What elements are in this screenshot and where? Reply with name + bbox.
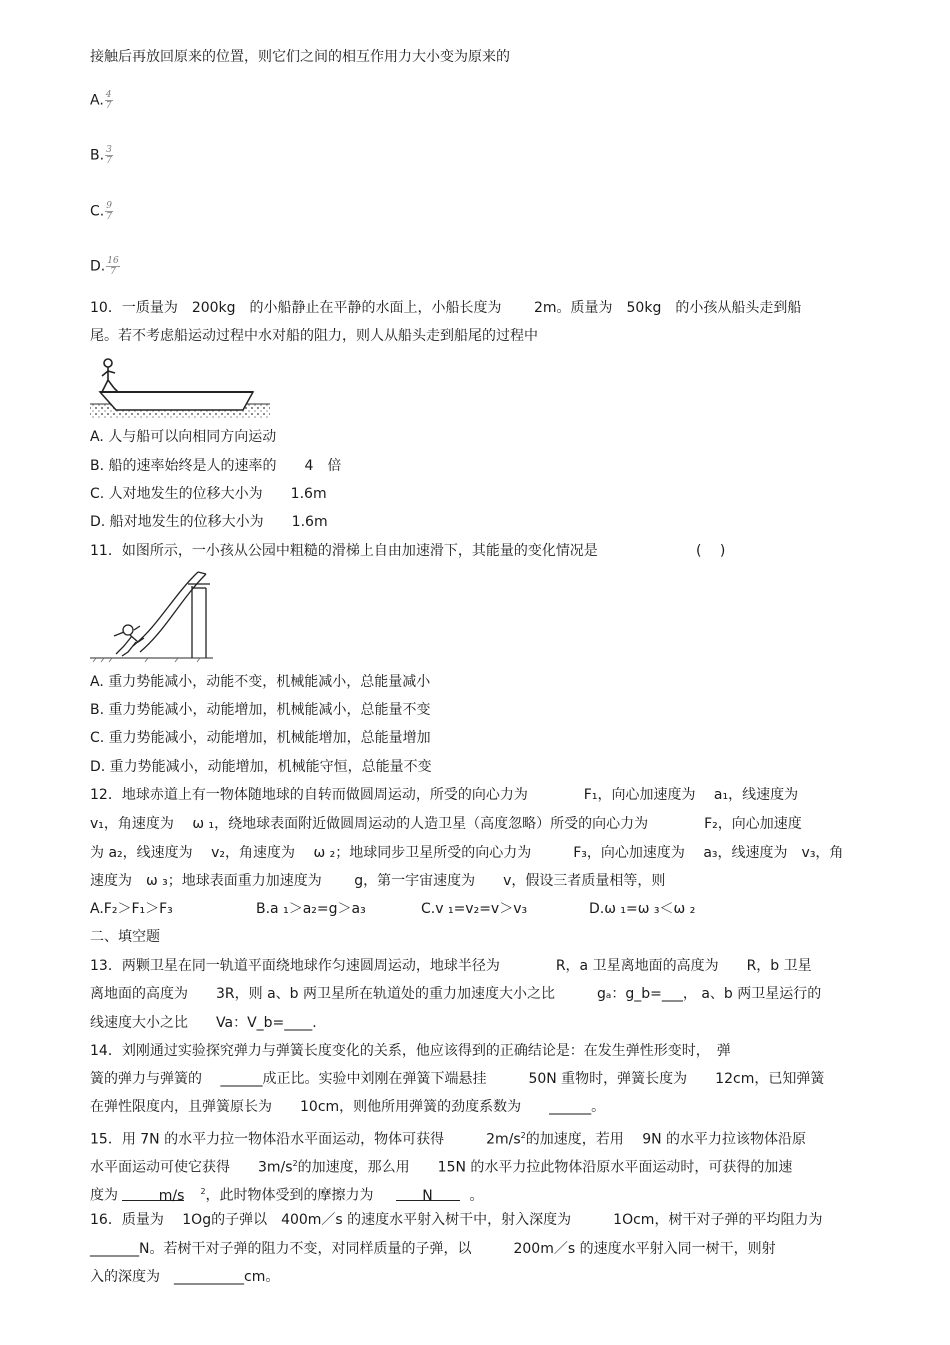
- fraction: $\frac{4}{7}$: [105, 90, 112, 111]
- q12-stem-line4: 速度为 ω ₃；地球表面重力加速度为 g，第一宇宙速度为 v，假设三者质量相等，则: [90, 873, 666, 889]
- section-heading-fill-blank: 二、填空题: [90, 929, 160, 945]
- q9-option-b: B. $\frac{3}{7}$: [90, 145, 112, 166]
- fraction: $\frac{9}{7}$: [106, 201, 112, 222]
- q11-stem: 11．如图所示，一小孩从公园中粗糙的滑梯上自由加速滑下，其能量的变化情况是: [90, 543, 598, 559]
- q12-stem-line1: 12．地球赤道上有一物体随地球的自转而做圆周运动，所受的向心力为 F₁，向心加速度为 a₁，线速度为: [90, 787, 799, 803]
- q13-stem-line1: 13．两颗卫星在同一轨道平面绕地球作匀速圆周运动，地球半径为 R，a 卫星离地面的高度为 R，b 卫星: [90, 958, 812, 974]
- q12-option-a: A.F₂＞F₁＞F₃: [90, 901, 173, 917]
- q15-stem-line2: 水平面运动可使它获得 $3m/s^2$的加速度，那么用 15N 的水平力拉此物体沿原水平面运动时，可获得的加速: [90, 1159, 793, 1176]
- q13-stem-line3: 线速度大小之比 Va：V_b=____.: [90, 1015, 317, 1031]
- q16-stem-line1: 16．质量为 1Og的子弹以 400m／s 的速度水平射入树干中，射入深度为 1Ocm，树干对子弹的平均阻力为: [90, 1212, 823, 1228]
- fraction: $\frac{16}{7}$: [107, 256, 119, 277]
- q16-stem-line3: 入的深度为 __________cm。: [90, 1269, 280, 1285]
- boat-hull: [100, 392, 253, 410]
- q10-option-c: C. 人对地发生的位移大小为 1.6m: [90, 486, 327, 502]
- q11-option-d: D. 重力势能减小，动能增加，机械能守恒，总能量不变: [90, 759, 432, 775]
- q10-option-a: A. 人与船可以向相同方向运动: [90, 429, 277, 445]
- q13-stem-line2: 离地面的高度为 3R，则 a、b 两卫星所在轨道处的重力加速度大小之比 gₐ：g_b=___， a、b 两卫星运行的: [90, 986, 822, 1002]
- q9-option-c: C. $\frac{9}{7}$: [90, 201, 112, 222]
- q14-stem-line2: 簧的弹力与弹簧的 ______成正比。实验中刘刚在弹簧下端悬挂 50N 重物时，弹簧长度为 12cm，已知弹簧: [90, 1071, 825, 1087]
- boat-figure: [88, 352, 273, 422]
- slide-figure: [88, 566, 218, 666]
- q9-continuation: 接触后再放回原来的位置，则它们之间的相互作用力大小变为原来的: [90, 49, 510, 65]
- fraction: $\frac{3}{7}$: [106, 145, 112, 166]
- q14-stem-line1: 14．刘刚通过实验探究弹力与弹簧长度变化的关系，他应该得到的正确结论是：在发生弹性形变时， 弹: [90, 1043, 731, 1059]
- q10-stem-line1: 10．一质量为 200kg 的小船静止在平静的水面上，小船长度为 2m。质量为 50kg 的小孩从船头走到船: [90, 300, 802, 316]
- q16-stem-line2: _______N。若树干对子弹的阻力不变，对同样质量的子弹，以 200m／s 的速度水平射入同一树干，则射: [90, 1241, 776, 1257]
- q11-option-b: B. 重力势能减小，动能增加，机械能减小，总能量不变: [90, 702, 431, 718]
- q12-stem-line3: 为 a₂，线速度为 v₂，角速度为 ω ₂；地球同步卫星所受的向心力为 F₃，向心加速度为 a₃，线速度为 v₃，角: [90, 845, 844, 861]
- q14-stem-line3: 在弹性限度内，且弹簧原长为 10cm，则他所用弹簧的劲度系数为 ______。: [90, 1099, 606, 1115]
- q11-answer-paren: ( ): [696, 543, 726, 559]
- q15-stem-line3: 度为 m/s $^2$，此时物体受到的摩擦力为 N 。: [90, 1187, 484, 1204]
- q11-option-a: A. 重力势能减小，动能不变，机械能减小，总能量减小: [90, 674, 431, 690]
- q12-option-d: D.ω ₁=ω ₃＜ω ₂: [589, 901, 696, 917]
- child-figure: [102, 359, 118, 392]
- q9-option-d: D. $\frac{16}{7}$: [90, 256, 119, 277]
- q12-option-c: C.v ₁=v₂=v＞v₃: [421, 901, 528, 917]
- q15-blank-acceleration[interactable]: m/s: [122, 1186, 184, 1201]
- q12-stem-line2: v₁，角速度为 ω ₁，绕地球表面附近做圆周运动的人造卫星（高度忽略）所受的向心力为 F₂，向心加速度: [90, 816, 802, 832]
- q11-option-c: C. 重力势能减小，动能增加，机械能增加，总能量增加: [90, 730, 431, 746]
- q10-option-b: B. 船的速率始终是人的速率的 4 倍: [90, 458, 342, 474]
- q15-blank-friction[interactable]: N: [396, 1186, 460, 1201]
- q12-option-b: B.a ₁＞a₂=g＞a₃: [256, 901, 366, 917]
- q10-stem-line2: 尾。若不考虑船运动过程中水对船的阻力，则人从船头走到船尾的过程中: [90, 328, 538, 344]
- q9-option-a: A. $\frac{4}{7}$: [90, 90, 112, 111]
- q15-stem-line1: 15．用 7N 的水平力拉一物体沿水平面运动，物体可获得 $2m/s^2$的加速度，若用 9N 的水平力拉该物体沿原: [90, 1131, 807, 1148]
- q10-option-d: D. 船对地发生的位移大小为 1.6m: [90, 514, 328, 530]
